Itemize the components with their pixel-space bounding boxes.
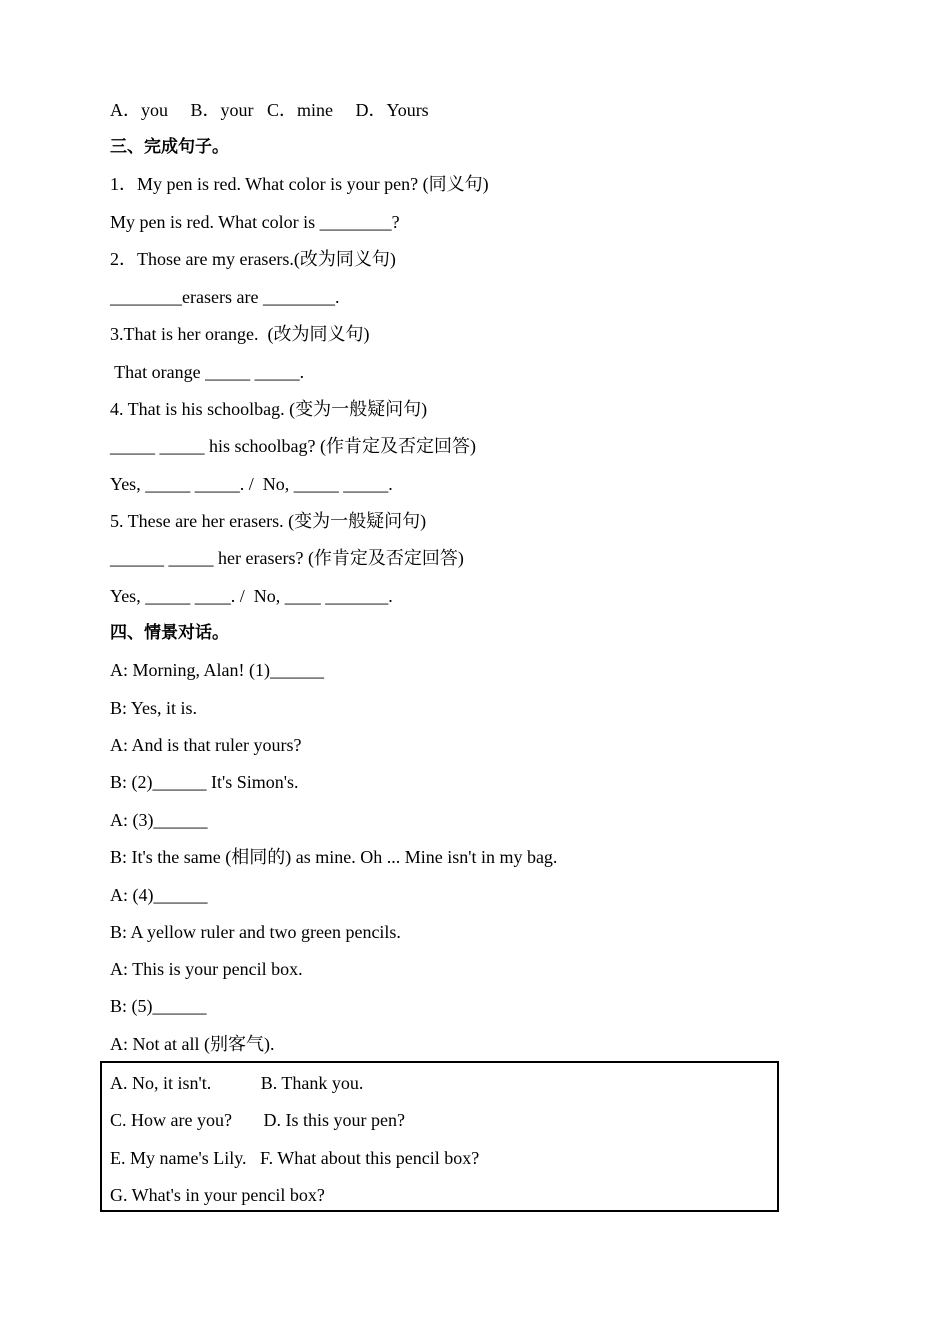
options-box <box>100 1061 779 1212</box>
section-3-item: 2．Those are my erasers.(改为同义句) <box>110 249 396 269</box>
option-line: A. No, it isn't. B. Thank you. <box>110 1073 364 1093</box>
section-3-item: _____ _____ his schoolbag? (作肯定及否定回答) <box>110 436 476 456</box>
dialogue-line: A: (3)______ <box>110 810 208 830</box>
section-3-item: That orange _____ _____. <box>110 362 305 382</box>
dialogue-line: B: It's the same (相同的) as mine. Oh ... Mine isn't in my bag. <box>110 847 558 867</box>
option-line: E. My name's Lily. F. What about this pencil box? <box>110 1148 480 1168</box>
option-line: G. What's in your pencil box? <box>110 1185 325 1205</box>
dialogue-line: A: (4)______ <box>110 885 208 905</box>
dialogue-line: A: Not at all (别客气). <box>110 1034 275 1054</box>
dialogue-line: B: Yes, it is. <box>110 698 198 718</box>
section-3-item: 5. These are her erasers. (变为一般疑问句) <box>110 511 427 531</box>
section-3-item: 1．My pen is red. What color is your pen? (同义句) <box>110 174 489 194</box>
section-3-item: ______ _____ her erasers? (作肯定及否定回答) <box>110 548 464 568</box>
dialogue-line: A: Morning, Alan! (1)______ <box>110 660 324 680</box>
section-3-item: Yes, _____ ____. / No, ____ _______. <box>110 586 393 606</box>
section-3-heading: 三、完成句子。 <box>110 137 229 157</box>
section-4-heading: 四、情景对话。 <box>110 623 229 643</box>
section-3-item: 3.That is her orange. (改为同义句) <box>110 324 370 344</box>
section-3-item: Yes, _____ _____. / No, _____ _____. <box>110 474 393 494</box>
option-line: C. How are you? D. Is this your pen? <box>110 1110 405 1130</box>
dialogue-line: B: A yellow ruler and two green pencils. <box>110 922 401 942</box>
section-3-item: ________erasers are ________. <box>110 287 340 307</box>
mc-options-line: A．you B．your C．mine D．Yours <box>110 100 429 120</box>
dialogue-line: A: This is your pencil box. <box>110 959 303 979</box>
section-3-item: My pen is red. What color is ________? <box>110 212 400 232</box>
dialogue-line: B: (5)______ <box>110 996 207 1016</box>
section-3-item: 4. That is his schoolbag. (变为一般疑问句) <box>110 399 428 419</box>
dialogue-line: A: And is that ruler yours? <box>110 735 302 755</box>
dialogue-line: B: (2)______ It's Simon's. <box>110 772 299 792</box>
